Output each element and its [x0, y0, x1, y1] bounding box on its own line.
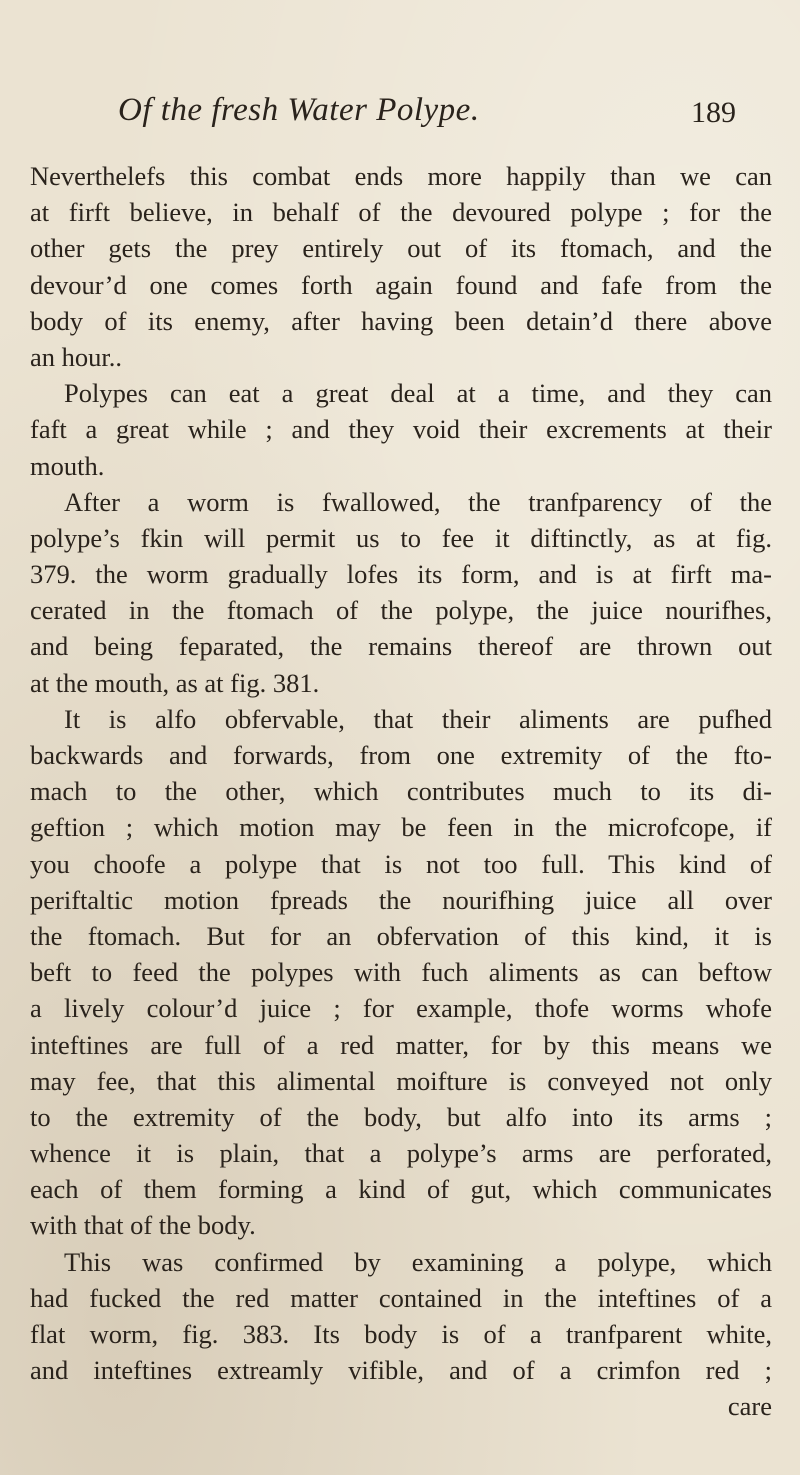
- text-line: had fucked the red matter contained in the inteftines of a: [30, 1282, 772, 1313]
- text-line: you choofe a polype that is not too full. This kind of: [30, 848, 772, 879]
- text-line: a lively colour’d juice ; for example, thofe worms whofe: [30, 993, 772, 1024]
- text-line: devour’d one comes forth again found and fafe from the: [30, 269, 772, 300]
- text-line: to the extremity of the body, but alfo into its arms ;: [30, 1101, 772, 1132]
- text-line: geftion ; which motion may be feen in the microfcope, if: [30, 812, 772, 843]
- text-line: whence it is plain, that a polype’s arms are perforated,: [30, 1138, 772, 1169]
- body-text: [30, 158, 772, 1425]
- text-line: and inteftines extreamly vifible, and of a crimfon red ;: [30, 1355, 772, 1386]
- text-line: 379. the worm gradually lofes its form, and is at firft ma-: [30, 559, 772, 590]
- text-line: flat worm, fig. 383. Its body is of a tranfparent white,: [30, 1319, 772, 1349]
- text-line: faft a great while ; and they void their excrements at their: [30, 414, 772, 445]
- text-line: It is alfo obfervable, that their aliments are pufhed: [64, 703, 772, 734]
- text-line: polype’s fkin will permit us to fee it diftinctly, as at fig.: [30, 522, 772, 553]
- text-line: may fee, that this alimental moifture is conveyed not only: [30, 1065, 772, 1096]
- text-line: at firft believe, in behalf of the devoured polype ; for the: [30, 197, 772, 228]
- text-line: with that of the body.: [30, 1210, 256, 1241]
- text-line: This was confirmed by examining a polype, which: [64, 1246, 772, 1277]
- page-number: 189: [691, 96, 736, 129]
- text-line: inteftines are full of a red matter, for by this means we: [30, 1029, 772, 1060]
- text-line: an hour..: [30, 341, 122, 372]
- text-line: mouth.: [30, 450, 105, 481]
- text-line: After a worm is fwallowed, the tranfparency of the: [64, 486, 772, 517]
- text-line: Polypes can eat a great deal at a time, and they can: [64, 378, 772, 409]
- text-line: cerated in the ftomach of the polype, the juice nourifhes,: [30, 595, 772, 626]
- text-line: Neverthelefs this combat ends more happily than we can: [30, 161, 772, 191]
- running-head: Of the fresh Water Polype.: [118, 92, 480, 128]
- text-line: and being feparated, the remains thereof are thrown out: [30, 631, 772, 662]
- catchword: care: [727, 1391, 772, 1422]
- text-line: body of its enemy, after having been detain’d there above: [30, 305, 772, 336]
- text-line: beft to feed the polypes with fuch aliments as can beftow: [30, 957, 772, 988]
- text-line: mach to the other, which contributes much to its di-: [30, 776, 772, 807]
- text-line: other gets the prey entirely out of its ftomach, and the: [30, 233, 772, 264]
- text-line: each of them forming a kind of gut, which communicates: [30, 1174, 772, 1205]
- text-line: at the mouth, as at fig. 381.: [30, 667, 320, 698]
- text-line: periftaltic motion fpreads the nourifhing juice all over: [30, 884, 772, 915]
- text-line: the ftomach. But for an obfervation of this kind, it is: [30, 920, 772, 951]
- page-header: [118, 92, 736, 136]
- text-line: backwards and forwards, from one extremity of the fto-: [30, 740, 772, 770]
